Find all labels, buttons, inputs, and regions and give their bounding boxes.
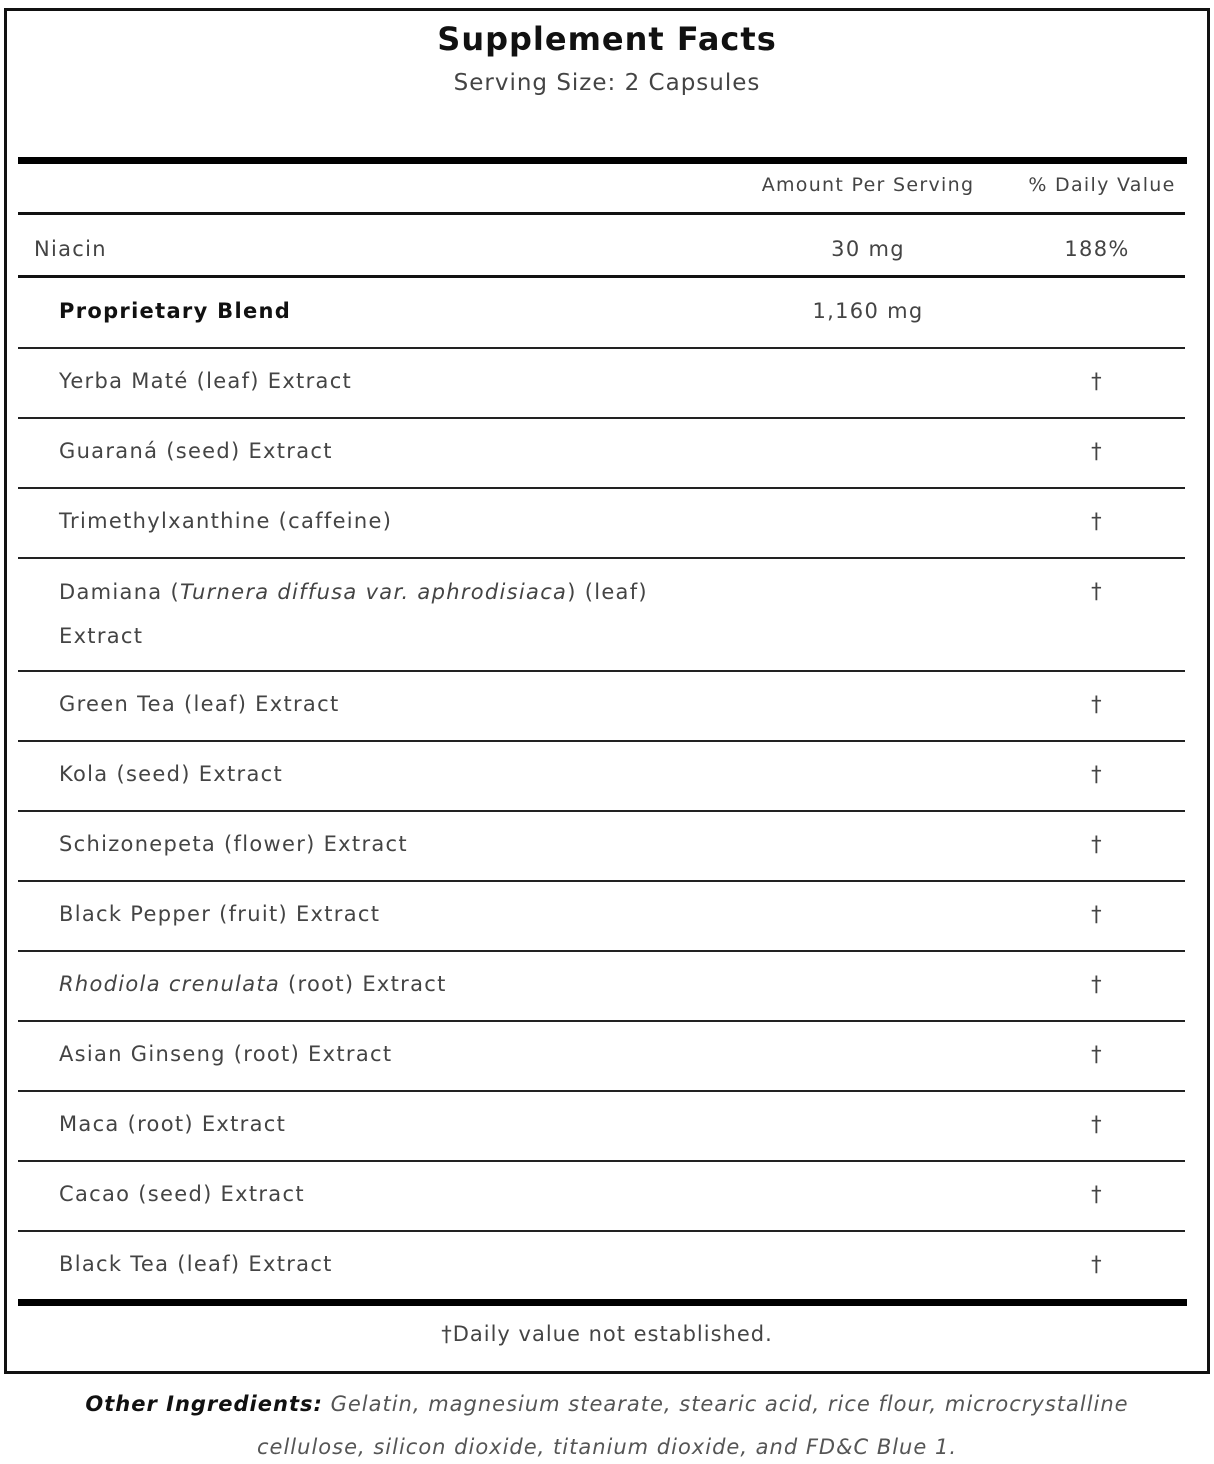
ingredient-name-part: Black Tea (leaf) Extract xyxy=(59,1252,333,1276)
ingredient-dv: † xyxy=(1091,832,1103,856)
divider xyxy=(18,1090,1185,1092)
ingredient-name-part: Guaraná (seed) Extract xyxy=(59,439,333,463)
ingredient-name-part: Kola (seed) Extract xyxy=(59,762,284,786)
divider xyxy=(18,1020,1185,1022)
divider xyxy=(18,1160,1185,1162)
ingredient-dv: † xyxy=(1091,1182,1103,1206)
ingredient-name xyxy=(59,902,380,926)
ingredient-name xyxy=(59,1252,333,1276)
divider-thick xyxy=(18,157,1187,164)
ingredient-name xyxy=(59,832,408,856)
ingredient-dv: † xyxy=(1091,692,1103,716)
ingredient-name xyxy=(59,570,648,658)
other-ingredients-text: Gelatin, magnesium stearate, stearic acid, rice flour, microcrystalline xyxy=(322,1392,1129,1416)
ingredient-name xyxy=(59,1182,305,1206)
ingredient-name-part: Asian Ginseng (root) Extract xyxy=(59,1042,393,1066)
ingredient-name-part: Damiana ( xyxy=(59,580,180,604)
ingredient-name xyxy=(59,972,447,996)
ingredient-name xyxy=(59,692,339,716)
divider xyxy=(18,557,1185,559)
ingredient-name-part: Turnera diffusa var. aphrodisiaca xyxy=(179,580,568,604)
divider xyxy=(18,417,1185,419)
header-amount: Amount Per Serving xyxy=(761,174,975,196)
ingredient-name-part: Rhodiola crenulata xyxy=(59,972,281,996)
ingredient-name-part: Schizonepeta (flower) Extract xyxy=(59,832,408,856)
ingredient-name-part: Black Pepper (fruit) Extract xyxy=(59,902,381,926)
other-ingredients-line2: cellulose, silicon dioxide, titanium dioxide, and FD&C Blue 1. xyxy=(257,1435,957,1459)
ingredient-dv: † xyxy=(1091,762,1103,786)
blend-amount: 1,160 mg xyxy=(812,299,924,323)
ingredient-dv: † xyxy=(1091,579,1103,603)
serving-size: Serving Size: 2 Capsules xyxy=(453,70,761,96)
ingredient-name-part: Cacao (seed) Extract xyxy=(59,1182,305,1206)
divider xyxy=(18,487,1185,489)
ingredient-dv: † xyxy=(1091,902,1103,926)
divider xyxy=(18,670,1185,672)
ingredient-dv: † xyxy=(1091,1042,1103,1066)
ingredient-name-part: Maca (root) Extract xyxy=(59,1112,287,1136)
ingredient-name-part: Yerba Maté (leaf) Extract xyxy=(59,369,353,393)
ingredient-name-part: (root) Extract xyxy=(280,972,447,996)
footnote: †Daily value not established. xyxy=(441,1322,773,1346)
divider xyxy=(18,347,1185,349)
panel-title: Supplement Facts xyxy=(437,20,777,58)
ingredient-dv: † xyxy=(1091,1112,1103,1136)
niacin-dv: 188% xyxy=(1064,237,1130,261)
ingredient-name xyxy=(59,369,352,393)
other-ingredients-line1 xyxy=(0,1392,1214,1416)
divider xyxy=(18,810,1185,812)
ingredient-name-part: Green Tea (leaf) Extract xyxy=(59,692,340,716)
ingredient-name-part: ) (leaf) xyxy=(567,580,648,604)
ingredient-dv: † xyxy=(1091,972,1103,996)
ingredient-dv: † xyxy=(1091,509,1103,533)
ingredient-name-part: Trimethylxanthine (caffeine) xyxy=(59,509,393,533)
ingredient-name xyxy=(59,1112,286,1136)
niacin-name: Niacin xyxy=(34,237,107,261)
blend-name: Proprietary Blend xyxy=(59,299,292,323)
divider xyxy=(18,740,1185,742)
divider xyxy=(18,275,1185,278)
ingredient-dv: † xyxy=(1091,1252,1103,1276)
niacin-amount: 30 mg xyxy=(831,237,905,261)
other-ingredients-label: Other Ingredients: xyxy=(85,1392,323,1416)
ingredient-name xyxy=(59,439,333,463)
divider xyxy=(18,212,1185,215)
ingredient-name xyxy=(59,509,392,533)
ingredient-dv: † xyxy=(1091,369,1103,393)
header-daily-value: % Daily Value xyxy=(1028,174,1176,196)
divider-thick xyxy=(18,1299,1187,1306)
divider xyxy=(18,880,1185,882)
ingredient-name xyxy=(59,1042,392,1066)
divider xyxy=(18,950,1185,952)
divider xyxy=(18,1230,1185,1232)
ingredient-name xyxy=(59,762,283,786)
ingredient-name-part: Extract xyxy=(59,624,144,648)
ingredient-dv: † xyxy=(1091,439,1103,463)
